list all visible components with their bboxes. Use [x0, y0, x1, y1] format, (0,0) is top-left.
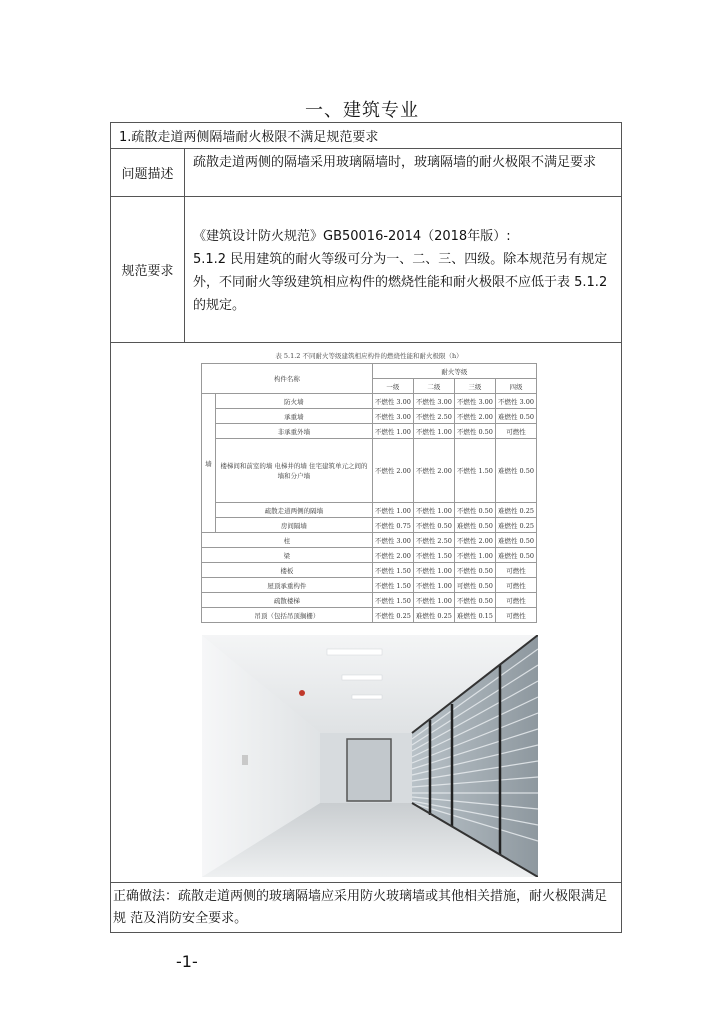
component-name: 承重墙 [216, 409, 373, 424]
rating-value: 不燃性 3.00 [454, 394, 495, 409]
rating-value: 不燃性 0.25 [372, 608, 413, 623]
rating-value: 不燃性 1.50 [413, 548, 454, 563]
rating-value: 不燃性 3.00 [372, 409, 413, 424]
rating-value: 难燃性 0.50 [495, 548, 536, 563]
fire-table-row [202, 394, 537, 409]
fire-table-row [202, 533, 537, 548]
spec-label: 规范要求 [111, 197, 185, 342]
spec-content [185, 197, 621, 342]
rating-value: 不燃性 1.00 [413, 503, 454, 518]
rating-value: 可燃性 [495, 608, 536, 623]
component-name: 楼梯间和前室的墙 电梯井的墙 住宅建筑单元之间的墙和分户墙 [216, 439, 373, 503]
rating-value: 不燃性 3.00 [372, 394, 413, 409]
rating-value: 不燃性 0.50 [454, 563, 495, 578]
rating-value: 难燃性 0.25 [413, 608, 454, 623]
rating-value: 不燃性 1.00 [454, 548, 495, 563]
correct-row [111, 882, 621, 932]
fire-rating-table-image [201, 349, 537, 623]
rating-value: 不燃性 0.50 [413, 518, 454, 533]
fire-rating-table [201, 363, 537, 623]
images-row [111, 342, 621, 882]
rating-value: 不燃性 1.00 [413, 593, 454, 608]
fire-table-row [202, 439, 537, 503]
rating-value: 难燃性 0.25 [495, 503, 536, 518]
rating-value: 不燃性 2.00 [454, 533, 495, 548]
rating-value: 难燃性 0.25 [495, 518, 536, 533]
rating-value: 不燃性 2.00 [454, 409, 495, 424]
rating-value: 不燃性 1.00 [413, 563, 454, 578]
fire-table-header-row [202, 364, 537, 379]
rating-value: 不燃性 3.00 [495, 394, 536, 409]
fire-table-row [202, 608, 537, 623]
spec-row [111, 196, 621, 342]
page-number: -1- [176, 952, 198, 971]
rating-value: 不燃性 0.50 [454, 424, 495, 439]
problem-row [111, 148, 621, 196]
header-level: 三级 [454, 379, 495, 394]
section-heading: 一、建筑专业 [305, 100, 419, 121]
rating-value: 不燃性 1.50 [372, 563, 413, 578]
rating-value: 可燃性 0.50 [454, 578, 495, 593]
component-name: 疏散走道两侧的隔墙 [216, 503, 373, 518]
rating-value: 不燃性 0.75 [372, 518, 413, 533]
rating-value: 可燃性 [495, 563, 536, 578]
corridor-photo [202, 635, 538, 877]
rating-value: 不燃性 2.00 [372, 439, 413, 503]
corridor-illustration [202, 635, 538, 877]
component-name: 楼板 [202, 563, 373, 578]
rating-value: 不燃性 1.50 [372, 578, 413, 593]
rating-value: 可燃性 [495, 578, 536, 593]
rating-value: 不燃性 1.00 [372, 503, 413, 518]
rating-value: 不燃性 2.00 [372, 548, 413, 563]
fire-table-row [202, 563, 537, 578]
header-component: 构件名称 [202, 364, 373, 394]
rating-value: 难燃性 0.50 [495, 533, 536, 548]
rating-value: 不燃性 1.00 [372, 424, 413, 439]
rating-value: 不燃性 2.50 [413, 533, 454, 548]
header-level: 一级 [372, 379, 413, 394]
rating-value: 不燃性 1.50 [454, 439, 495, 503]
fire-table-row [202, 424, 537, 439]
component-name: 疏散楼梯 [202, 593, 373, 608]
rating-value: 可燃性 [495, 424, 536, 439]
fire-table-row [202, 578, 537, 593]
rating-value: 难燃性 0.15 [454, 608, 495, 623]
rating-value: 不燃性 0.50 [454, 503, 495, 518]
component-name: 吊顶（包括吊顶搁栅） [202, 608, 373, 623]
rating-value: 不燃性 1.00 [413, 578, 454, 593]
rating-value: 难燃性 0.50 [495, 439, 536, 503]
header-level: 四级 [495, 379, 536, 394]
component-name: 非承重外墙 [216, 424, 373, 439]
rating-value: 不燃性 3.00 [372, 533, 413, 548]
problem-label: 问题描述 [111, 149, 185, 196]
fire-table-row [202, 593, 537, 608]
fire-table-row [202, 503, 537, 518]
issue-title-row [111, 123, 621, 148]
rating-value: 不燃性 1.00 [413, 424, 454, 439]
issue-title: 1.疏散走道两侧隔墙耐火极限不满足规范要求 [119, 130, 379, 145]
wall-group-label: 墙 [202, 394, 216, 533]
rating-value: 难燃性 0.50 [454, 518, 495, 533]
fire-table-row [202, 548, 537, 563]
rating-value: 不燃性 3.00 [413, 394, 454, 409]
spec-citation: 《建筑设计防火规范》GB50016-2014（2018年版）: [193, 229, 511, 244]
rating-value: 不燃性 0.50 [454, 593, 495, 608]
rating-value: 不燃性 2.50 [413, 409, 454, 424]
header-rating: 耐火等级 [372, 364, 536, 379]
component-name: 柱 [202, 533, 373, 548]
correct-text: 正确做法：疏散走道两侧的玻璃隔墙应采用防火玻璃墙或其他相关措施，耐火极限满足规 范及消防安全要求。 [113, 889, 608, 926]
component-name: 梁 [202, 548, 373, 563]
rating-value: 不燃性 1.50 [372, 593, 413, 608]
rating-value: 可燃性 [495, 593, 536, 608]
component-name: 房间隔墙 [216, 518, 373, 533]
header-level: 二级 [413, 379, 454, 394]
rating-value: 不燃性 2.00 [413, 439, 454, 503]
problem-text: 疏散走道两侧的隔墙采用玻璃隔墙时，玻璃隔墙的耐火极限不满足要求 [193, 155, 597, 170]
issue-table [110, 122, 622, 933]
component-name: 防火墙 [216, 394, 373, 409]
fire-table-row [202, 409, 537, 424]
spec-clause: 5.1.2 民用建筑的耐火等级可分为一、二、三、四级。除本规范另有规定外，不同耐火等级建筑相应构件的燃烧性能和耐火极限不应低于表 5.1.2的规定。 [193, 252, 608, 313]
fire-table-caption: 表 5.1.2 不同耐火等级建筑相应构件的燃烧性能和耐火极限（h） [275, 352, 463, 360]
fire-table-row [202, 518, 537, 533]
rating-value: 难燃性 0.50 [495, 409, 536, 424]
component-name: 屋顶承重构件 [202, 578, 373, 593]
